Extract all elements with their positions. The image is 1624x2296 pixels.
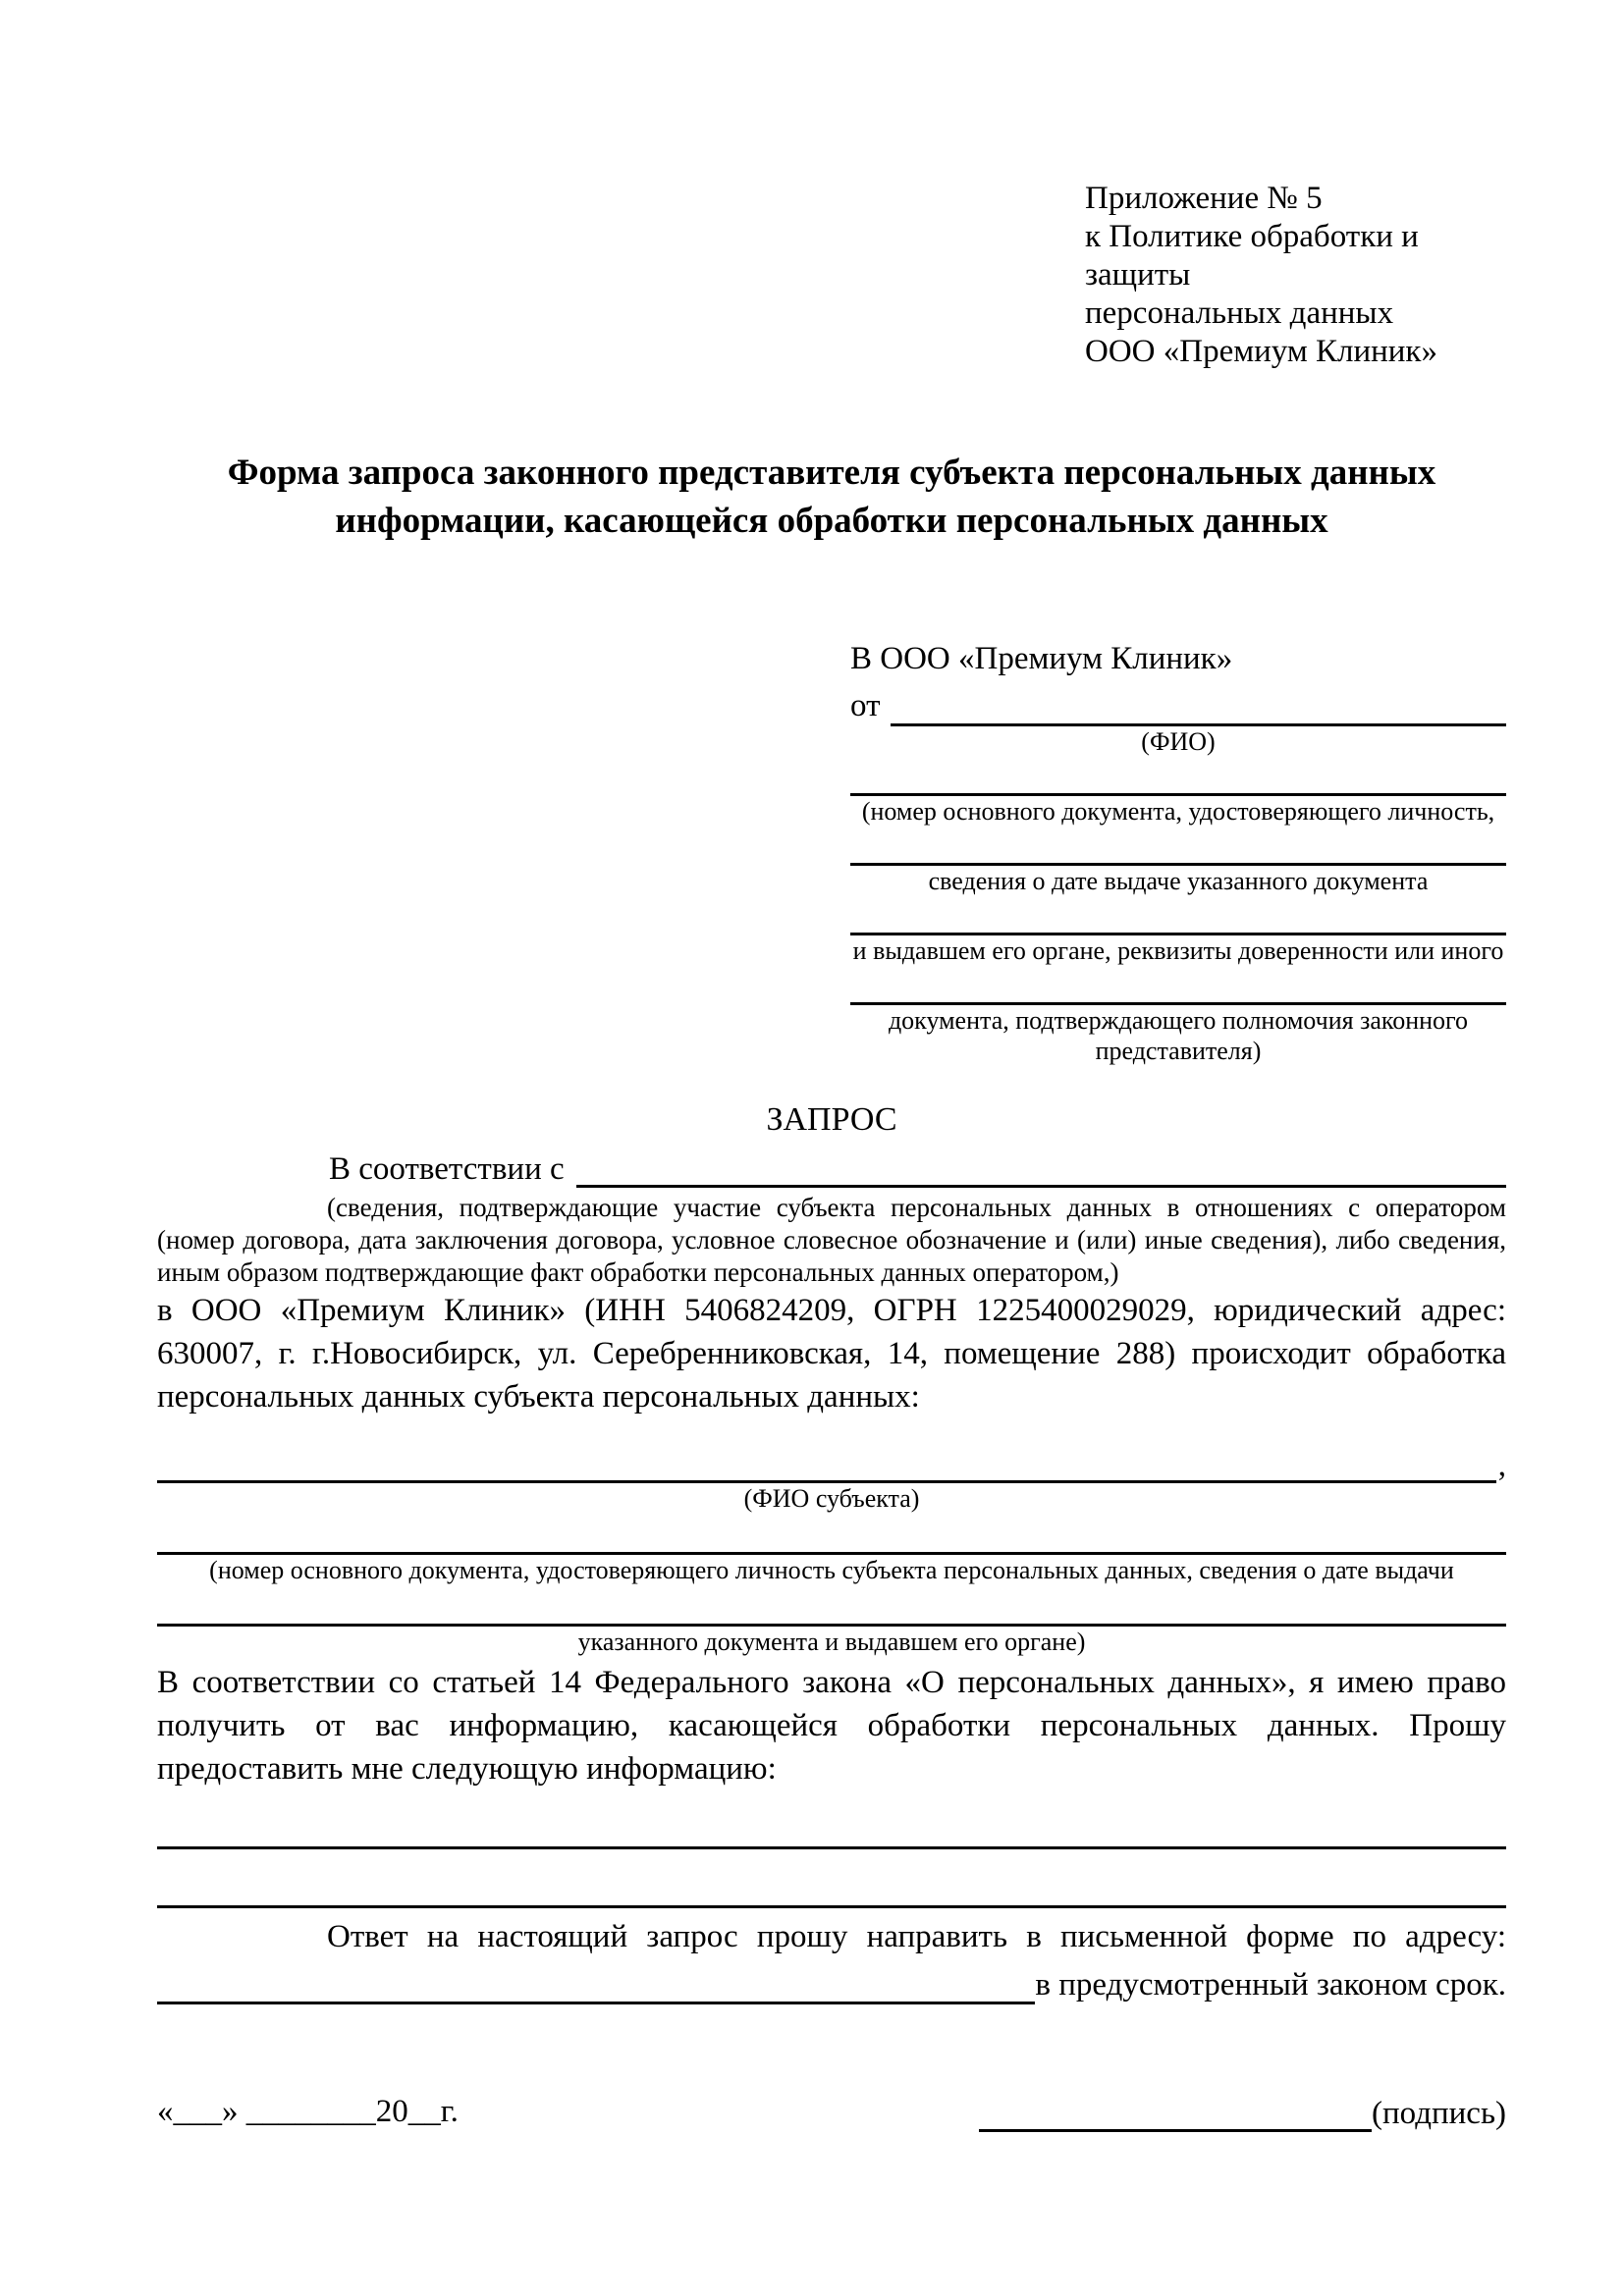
- appendix-line: персональных данных: [1085, 295, 1394, 331]
- document-title: Форма запроса законного представителя субъекта персональных данных информации, касающейся обработки персональных данных: [227, 453, 1436, 541]
- from-label: от: [850, 687, 881, 723]
- intro-label: В соответствии с: [329, 1150, 565, 1187]
- addressee-to: В ООО «Премиум Клиник»: [850, 640, 1233, 676]
- subject-fio-fill-line: [157, 1448, 1496, 1483]
- appendix-line: к Политике обработки и защиты: [1085, 219, 1419, 293]
- date-fill-line: «___» ________20__г.: [157, 2093, 459, 2129]
- representative-doc-caption-3: и выдавшем его органе, реквизиты доверенности или иного: [852, 935, 1504, 965]
- basis-fill-line: [576, 1148, 1506, 1188]
- subject-doc-fill-line-1: [157, 1514, 1506, 1555]
- addressee-block: [850, 636, 1506, 1066]
- footer-row: [157, 2091, 1506, 2132]
- fio-caption: (ФИО): [1141, 726, 1216, 756]
- subject-doc-caption-2: указанного документа и выдавшем его органе): [577, 1627, 1086, 1656]
- appendix-line: Приложение № 5: [1085, 181, 1323, 216]
- reply-address-fill-line: [157, 1965, 1035, 2004]
- requested-info-fill-line-2: [157, 1849, 1506, 1908]
- representative-doc-fill-line-4: [850, 966, 1506, 1005]
- representative-fio-fill-line: [891, 687, 1507, 726]
- reply-paragraph: Ответ на настоящий запрос прошу направить в письменной форме по адресу:: [327, 1918, 1506, 1954]
- representative-doc-caption-2: сведения о дате выдаче указанного документа: [928, 866, 1429, 895]
- requested-info-fill-line-1: [157, 1790, 1506, 1849]
- representative-doc-fill-line-2: [850, 827, 1506, 866]
- signature-cell: [979, 2095, 1506, 2132]
- representative-doc-caption-1: (номер основного документа, удостоверяющего личность,: [861, 796, 1495, 826]
- request-heading: ЗАПРОС: [766, 1100, 897, 1138]
- reply-address-row: [157, 1959, 1506, 2004]
- subject-fio-row: [157, 1444, 1506, 1483]
- subject-fio-caption: (ФИО субъекта): [743, 1483, 920, 1513]
- signature-fill-line: [979, 2095, 1372, 2132]
- law-paragraph: В соответствии со статьей 14 Федерального закона «О персональных данных», я имею право получить от вас информацию, касающейся обработки персональных данных. Прошу предоставить мне следующую информацию:: [157, 1664, 1506, 1787]
- request-intro-row: [157, 1143, 1506, 1188]
- signature-caption: (подпись): [1372, 2095, 1506, 2131]
- subject-line-suffix: ,: [1497, 1447, 1506, 1483]
- representative-doc-fill-line-1: [850, 757, 1506, 796]
- appendix-block: [1085, 180, 1506, 371]
- appendix-line: ООО «Премиум Клиник»: [1085, 334, 1437, 369]
- basis-caption: (сведения, подтверждающие участие субъекта персональных данных в отношениях с оператором (номер договора, дата заключения договора, условное словесное обозначение и (или) иные сведения), либо сведения, иным образом подтверждающие факт обработки персональных данных оператором,): [157, 1192, 1506, 1287]
- representative-doc-caption-4: документа, подтверждающего полномочия законного представителя): [888, 1005, 1469, 1065]
- operator-paragraph: в ООО «Премиум Клиник» (ИНН 5406824209, ОГРН 1225400029029, юридический адрес: 630007, г. г.Новосибирск, ул. Серебренниковская, 14, помещение 288) происходит обработка персональных данных субъекта персональных данных:: [157, 1292, 1506, 1415]
- subject-doc-caption-1: (номер основного документа, удостоверяющего личность субъекта персональных данных, сведения о дате выдачи: [209, 1555, 1454, 1584]
- addressee-from-row: [850, 681, 1506, 726]
- representative-doc-fill-line-3: [850, 896, 1506, 935]
- subject-doc-fill-line-2: [157, 1585, 1506, 1627]
- reply-suffix: в предусмотренный законом срок.: [1035, 1966, 1506, 2002]
